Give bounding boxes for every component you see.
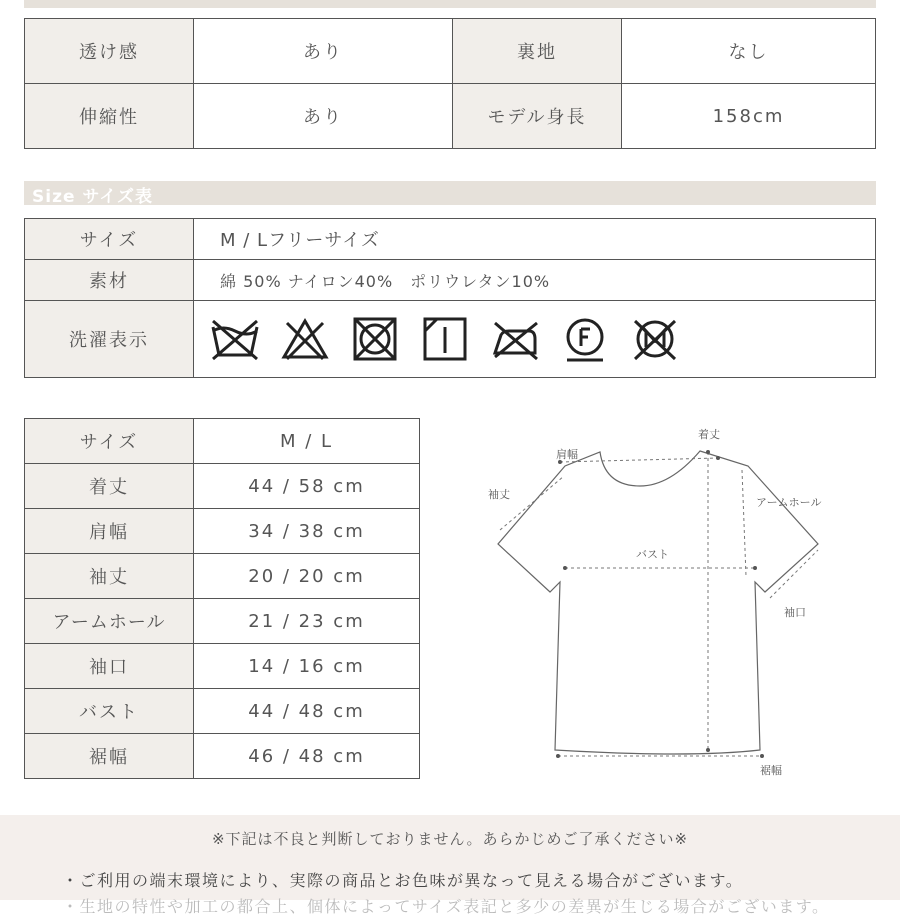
table-row [25,689,420,734]
footer-note: ※下記は不良と判断しておりません。あらかじめご了承ください※ [211,830,689,848]
attr-value: あり [194,84,453,149]
attr-value: あり [194,19,453,84]
hem-label: 裾幅 [760,764,782,777]
shoulder-label: 肩幅 [556,448,578,461]
armhole-label: アームホール [756,496,822,509]
no-wash-icon [209,313,261,365]
length-label: 着丈 [698,428,720,441]
size-label: サイズ [25,219,194,260]
attr-value: 158cm [622,84,876,149]
table-row [25,599,420,644]
measure-value: 21 / 23 cm [194,599,420,644]
measure-header-label: サイズ [25,419,194,464]
cuff-label: 袖口 [784,606,806,619]
sleeve-label: 袖丈 [488,488,510,501]
attributes-table [24,18,876,149]
table-row [25,219,876,260]
table-row [25,419,420,464]
attr-value: なし [622,19,876,84]
dry-clean-f-icon [559,313,611,365]
measure-label: 着丈 [25,464,194,509]
measure-value: 14 / 16 cm [194,644,420,689]
care-icons-cell [194,301,876,378]
no-iron-icon [489,313,541,365]
attr-label: モデル身長 [453,84,622,149]
measure-label: バスト [25,689,194,734]
measure-label: アームホール [25,599,194,644]
size-info-table [24,218,876,378]
table-row [25,464,420,509]
table-row [25,554,420,599]
tshirt-measure-diagram [470,418,870,788]
size-section-title: Size サイズ表 [32,187,154,207]
measure-value: 44 / 48 cm [194,689,420,734]
table-row [25,301,876,378]
measurement-table [24,418,420,779]
measure-label: 袖丈 [25,554,194,599]
footer-line: ・生地の特性や加工の都合上、個体によってサイズ表記と多少の差異が生じる場合がございます。 [62,897,830,916]
line-dry-shade-icon [419,313,471,365]
tshirt-outline [470,418,870,788]
table-row [25,734,420,779]
measure-header-value: M / L [194,419,420,464]
top-section-band [24,0,876,8]
no-tumble-dry-icon [349,313,401,365]
attr-label: 裏地 [453,19,622,84]
attr-label: 透け感 [25,19,194,84]
table-row [25,509,420,554]
measure-value: 44 / 58 cm [194,464,420,509]
table-row [25,644,420,689]
measure-label: 肩幅 [25,509,194,554]
measure-value: 20 / 20 cm [194,554,420,599]
table-row [25,260,876,301]
no-bleach-icon [279,313,331,365]
bust-label: バスト [636,548,669,561]
care-label: 洗濯表示 [25,301,194,378]
size-value: M / Lフリーサイズ [194,219,876,260]
material-value: 綿 50% ナイロン40% ポリウレタン10% [194,260,876,301]
material-label: 素材 [25,260,194,301]
no-wet-clean-icon [629,313,681,365]
footer-line: ・ご利用の端末環境により、実際の商品とお色味が異なって見える場合がございます。 [62,871,744,890]
measure-value: 46 / 48 cm [194,734,420,779]
table-row [25,84,876,149]
measure-label: 裾幅 [25,734,194,779]
measure-value: 34 / 38 cm [194,509,420,554]
measure-label: 袖口 [25,644,194,689]
table-row [25,19,876,84]
attr-label: 伸縮性 [25,84,194,149]
